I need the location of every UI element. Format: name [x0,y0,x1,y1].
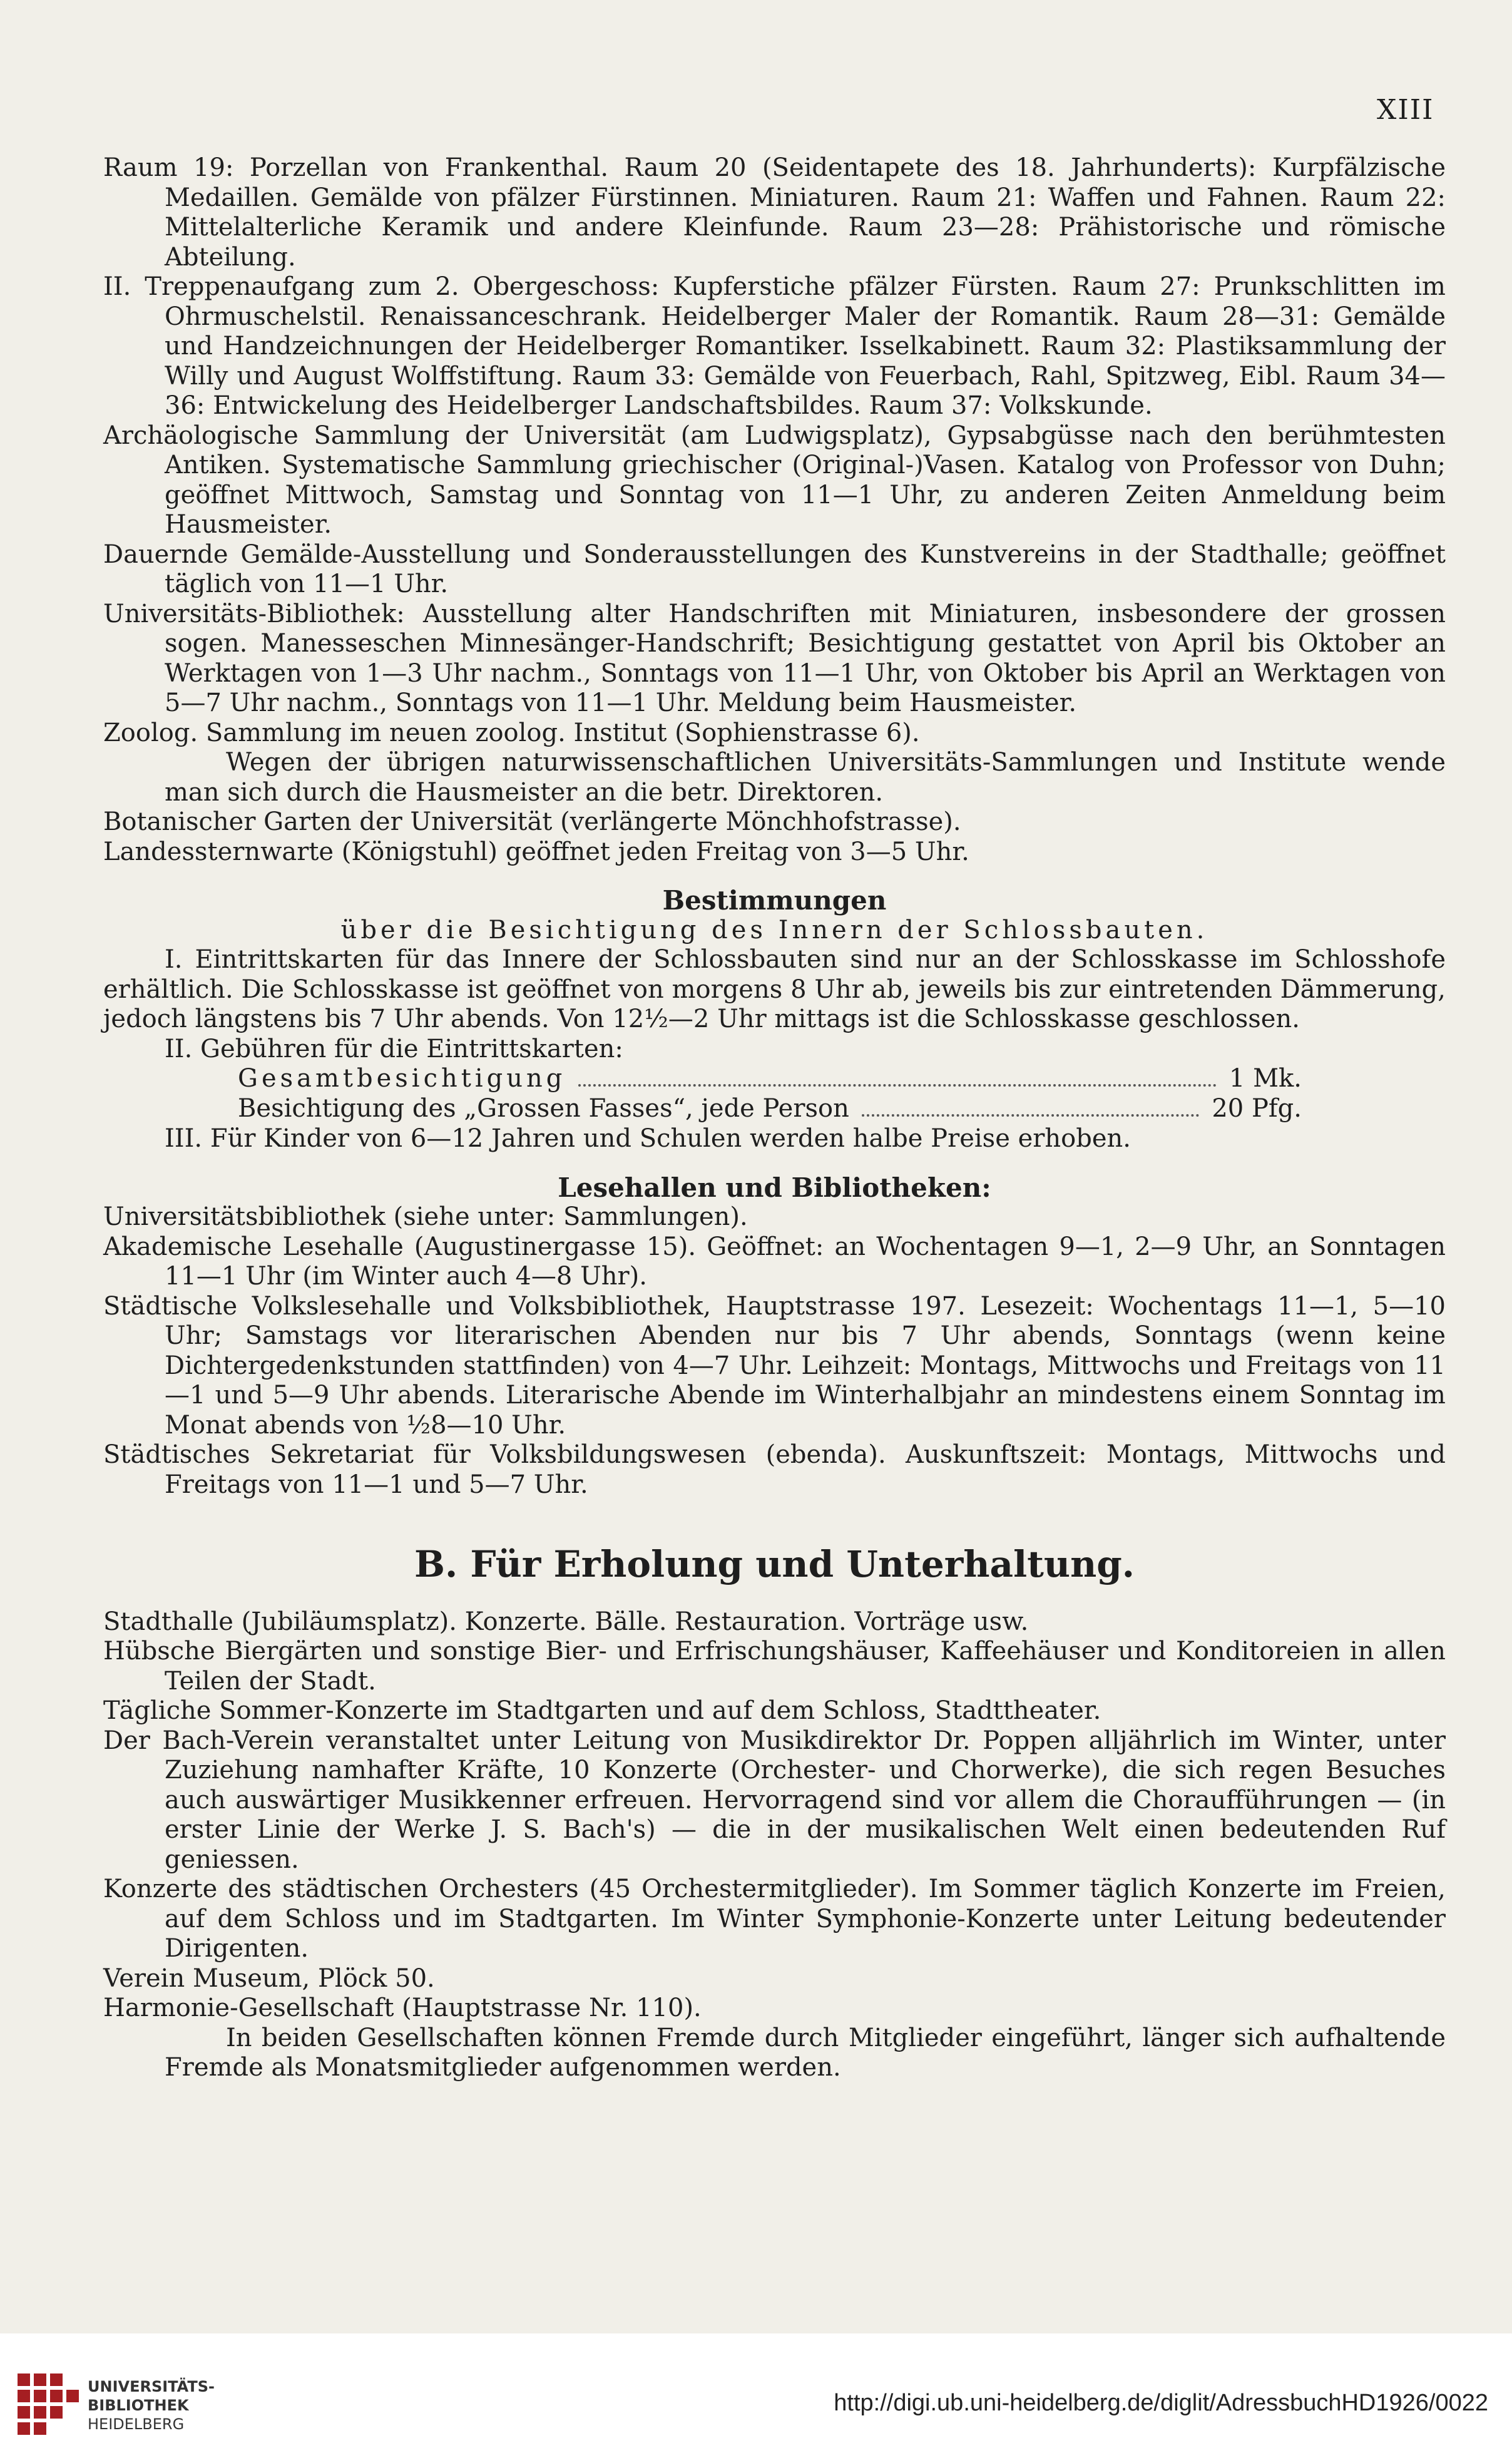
digitization-footer [0,2333,1512,2463]
fee-label: Gesamtbesichtigung [238,1064,566,1093]
section-subheading: über die Besichtigung des Innern der Schlossbauten. [340,915,1208,945]
fee-list [238,1064,1302,1124]
library-name [88,2377,215,2434]
main-text [103,153,1446,2083]
paragraph: Universitätsbibliothek (siehe unter: Sammlungen). [103,1202,748,1231]
paragraph: Verein Museum, Plöck 50. [103,1964,435,1993]
paragraph: III. Für Kinder von 6—12 Jahren und Schulen werden halbe Preise erhoben. [165,1124,1131,1153]
paragraph: Wegen der übrigen naturwissenschaftlichen Universitäts-Sammlungen und Institute wende man sich durch die Hausmeister an die betr. Direktoren. [165,748,1446,807]
fee-value: 20 Pfg. [1212,1094,1302,1123]
paragraph: Konzerte des städtischen Orchesters (45 Orchestermitglieder). Im Sommer täglich Konzerte im Freien, auf dem Schloss und im Stadtgarten. Im Winter Symphonie-Konzerte unter Leitung bedeutender Dirigenten. [103,1875,1446,1963]
library-name-line: BIBLIOTHEK [88,2397,189,2414]
fee-label: Besichtigung des „Grossen Fasses“, jede Person [238,1094,849,1123]
paragraph: Archäologische Sammlung der Universität (am Ludwigsplatz), Gypsabgüsse nach den berühmtesten Antiken. Systematische Sammlung griechischer (Original-)Vasen. Katalog von Professor von Duhn; geöffnet Mittwoch, Samstag und Sonntag von 11—1 Uhr, zu anderen Zeiten Anmeldung beim Hausmeister. [103,421,1446,539]
paragraph: Städtische Volkslesehalle und Volksbibliothek, Hauptstrasse 197. Lesezeit: Wochentags 11—1, 5—10 Uhr; Samstags vor literarischen Abenden nur bis 7 Uhr abends, Sonntags (wenn keine Dichtergedenkstunden stattfinden) von 4—7 Uhr. Leihzeit: Montags, Mittwochs und Freitags von 11—1 und 5—9 Uhr abends. Literarische Abende im Winterhalbjahr an mindestens einem Sonntag im Monat abends von ½8—10 Uhr. [103,1291,1446,1440]
dot-leader [862,1114,1200,1117]
paragraph: Botanischer Garten der Universität (verlängerte Mönchhofstrasse). [103,807,961,836]
paragraph: Hübsche Biergärten und sonstige Bier- und Erfrischungshäuser, Kaffeehäuser und Konditoreien in allen Teilen der Stadt. [103,1637,1446,1696]
paragraph: Harmonie-Gesellschaft (Hauptstrasse Nr. 110). [103,1994,702,2022]
page-number: XIII [1377,94,1434,126]
library-name-line: HEIDELBERG [88,2415,185,2433]
fee-row [238,1064,1302,1094]
paragraph: Dauernde Gemälde-Ausstellung und Sonderausstellungen des Kunstvereins in der Stadthalle; geöffnet täglich von 11—1 Uhr. [103,540,1446,598]
paragraph: Der Bach-Verein veranstaltet unter Leitung von Musikdirektor Dr. Poppen alljährlich im Winter, unter Zuziehung namhafter Kräfte, 10 Konzerte (Orchester- und Chorwerke), die sich regen Besuches auch auswärtiger Musikkenner erfreuen. Hervorragend sind vor allem die Choraufführungen — (in erster Linie der Werke J. S. Bach's) — die in der musikalischen Welt einen bedeutenden Ruf geniessen. [103,1726,1446,1874]
paragraph: Raum 19: Porzellan von Frankenthal. Raum 20 (Seidentapete des 18. Jahrhunderts): Kurpfälzische Medaillen. Gemälde von pfälzer Fürstinnen. Miniaturen. Raum 21: Waffen und Fahnen. Raum 22: Mittelalterliche Keramik und andere Kleinfunde. Raum 23—28: Prähistorische und römische Abteilung. [103,153,1446,272]
library-logo-icon [18,2373,79,2435]
chapter-heading: B. Für Erholung und Unterhaltung. [414,1543,1135,1585]
paragraph: In beiden Gesellschaften können Fremde durch Mitglieder eingeführt, länger sich aufhaltende Fremde als Monatsmitglieder aufgenommen werden. [165,2023,1446,2082]
paragraph: I. Eintrittskarten für das Innere der Schlossbauten sind nur an der Schlosskasse im Schlosshofe erhältlich. Die Schlosskasse ist geöffnet von morgens 8 Uhr ab, jeweils bis zur eintretenden Dämmerung, jedoch längstens bis 7 Uhr abends. Von 12½—2 Uhr mittags ist die Schlosskasse geschlossen. [103,945,1446,1033]
source-url[interactable]: http://digi.ub.uni-heidelberg.de/diglit/AdressbuchHD1926/0022 [834,2390,1488,2416]
paragraph: Akademische Lesehalle (Augustinergasse 15). Geöffnet: an Wochentagen 9—1, 2—9 Uhr, an Sonntagen 11—1 Uhr (im Winter auch 4—8 Uhr). [103,1232,1446,1291]
paragraph: II. Treppenaufgang zum 2. Obergeschoss: Kupferstiche pfälzer Fürsten. Raum 27: Prunkschlitten im Ohrmuschelstil. Renaissanceschrank. Heidelberger Maler der Romantik. Raum 28—31: Gemälde und Handzeichnungen der Heidelberger Romantiker. Isselkabinett. Raum 32: Plastiksammlung der Willy und August Wolffstiftung. Raum 33: Gemälde von Feuerbach, Rahl, Spitzweg, Eibl. Raum 34—36: Entwickelung des Heidelberger Landschaftsbildes. Raum 37: Volkskunde. [103,272,1446,420]
fee-value: 1 Mk. [1228,1064,1302,1093]
paragraph: Tägliche Sommer-Konzerte im Stadtgarten und auf dem Schloss, Stadttheater. [103,1696,1101,1725]
library-name-line: UNIVERSITÄTS- [88,2378,215,2395]
paragraph: Städtisches Sekretariat für Volksbildungswesen (ebenda). Auskunftszeit: Montags, Mittwochs und Freitags von 11—1 und 5—7 Uhr. [103,1440,1446,1499]
paragraph: Stadthalle (Jubiläumsplatz). Konzerte. Bälle. Restauration. Vorträge usw. [103,1607,1029,1636]
fee-row [238,1094,1302,1124]
paragraph: II. Gebühren für die Eintrittskarten: [165,1034,623,1063]
paragraph: Universitäts-Bibliothek: Ausstellung alter Handschriften mit Miniaturen, insbesondere der grossen sogen. Manesseschen Minnesänger-Handschrift; Besichtigung gestattet von April bis Oktober an Werktagen von 1—3 Uhr nachm., Sonntags von 11—1 Uhr, von Oktober bis April an Werktagen von 5—7 Uhr nachm., Sonntags von 11—1 Uhr. Meldung beim Hausmeister. [103,599,1446,717]
section-heading: Bestimmungen [662,885,887,916]
dot-leader [578,1084,1217,1087]
paragraph: Landessternwarte (Königstuhl) geöffnet jeden Freitag von 3—5 Uhr. [103,837,969,866]
paragraph: Zoolog. Sammlung im neuen zoolog. Institut (Sophienstrasse 6). [103,718,920,747]
section-heading: Lesehallen und Bibliotheken: [558,1172,991,1203]
